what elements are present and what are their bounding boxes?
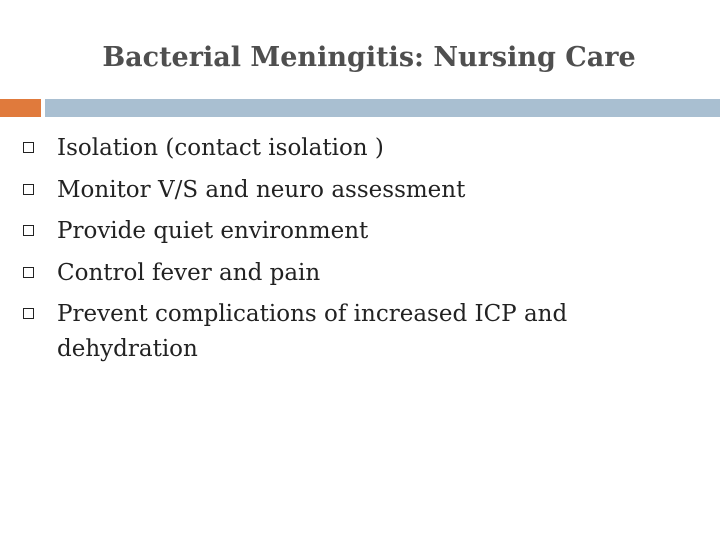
square-outline-icon: [23, 308, 34, 319]
bullet-item: [0, 214, 700, 249]
square-outline-icon: [23, 184, 34, 195]
bullet-text: Isolation (contact isolation ): [57, 135, 384, 161]
square-outline-icon: [23, 142, 34, 153]
accent-bar-blue: [45, 99, 720, 117]
bullet-text-line-2: dehydration: [57, 336, 198, 362]
slide-title: Bacterial Meningitis: Nursing Care: [102, 42, 636, 73]
bullet-list: [0, 131, 700, 374]
bullet-item: [0, 256, 700, 291]
bullet-item: [0, 297, 700, 367]
bullet-item: [0, 131, 700, 166]
bullet-text: Control fever and pain: [57, 259, 321, 286]
square-outline-icon: [23, 267, 34, 278]
bullet-text: Monitor V/S and neuro assessment: [57, 176, 466, 203]
bullet-text: Provide quiet environment: [57, 218, 369, 244]
square-outline-icon: [23, 225, 34, 236]
bullet-text-line-1: Prevent complications of increased ICP and: [57, 301, 568, 327]
bullet-item: [0, 173, 700, 208]
accent-bar-orange: [0, 99, 41, 117]
